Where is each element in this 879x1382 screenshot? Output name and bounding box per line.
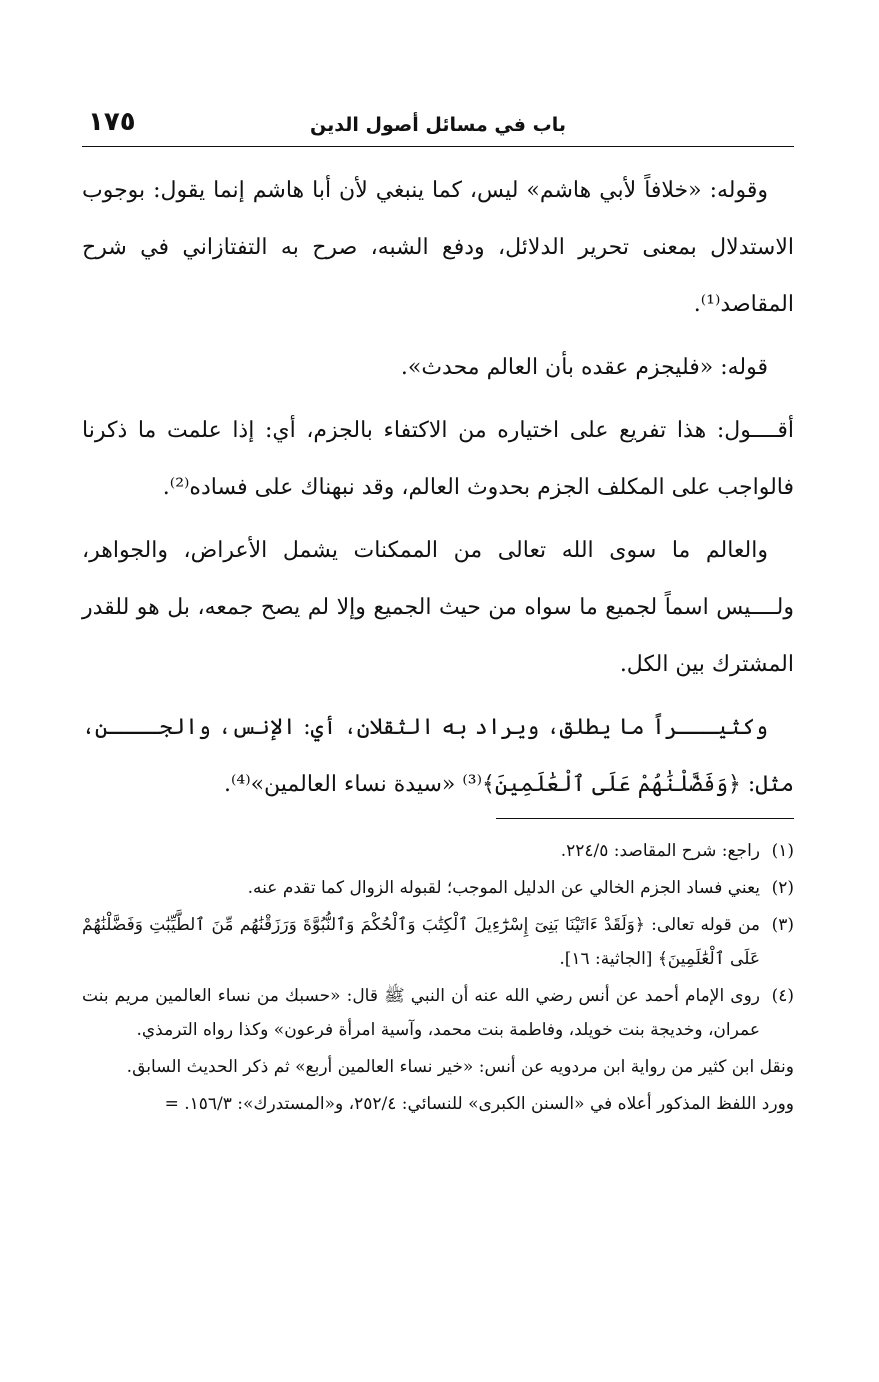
footnote-continuation: ونقل ابن كثير من رواية ابن مردويه عن أنس: «خير نساء العالمين أربع» ثم ذكر الحديث السابق. (126, 1057, 794, 1077)
running-title: باب في مسائل أصول الدين (310, 114, 566, 136)
page-header (82, 100, 794, 146)
footnote-number: (٢) (771, 878, 794, 898)
header-rule (82, 146, 794, 147)
body-paragraph: والعالم ما سوى الله تعالى من الممكنات يشمل الأعراض، والجواهر، ولــــيس اسماً لجميع ما سواه من حيث الجميع وإلا لم يصح جمعه، بل هو للقدر المشترك بين الكل. (82, 538, 794, 677)
footnote-item (82, 871, 794, 905)
body-paragraph: وكثيـــراً ما يطلق، ويراد به الثقلان، أي: الإنس، والجــــن، مثل: ﴿وَفَضَّلْنَٰهُمْ عَلَى ٱلْعَٰلَمِينَ﴾⁽³⁾ «سيدة نساء العالمين»⁽⁴⁾. (82, 715, 794, 797)
footnote-item (82, 834, 794, 868)
footnote-text: يعني فساد الجزم الخالي عن الدليل الموجب؛ لقبوله الزوال كما تقدم عنه. (247, 878, 760, 898)
footnote-item (82, 908, 794, 976)
footnote-number: (٣) (771, 915, 794, 935)
body-paragraph: قوله: «فليجزم عقده بأن العالم محدث». (400, 355, 768, 380)
footnote-number: (٤) (771, 986, 794, 1006)
footnote-text: من قوله تعالى: ﴿وَلَقَدْ ءَاتَيْنَا بَنِىٓ إِسْرَٰٓءِيلَ ٱلْكِتَٰبَ وَٱلْحُكْمَ وَٱلنُّبُوَّةَ وَرَزَقْنَٰهُم مِّنَ ٱلطَّيِّبَٰتِ وَفَضَّلْنَٰهُمْ عَلَى ٱلْعَٰلَمِينَ﴾ [الجاثية: ١٦]. (82, 915, 760, 969)
body-paragraph: وقوله: «خلافاً لأبي هاشم» ليس، كما ينبغي لأن أبا هاشم إنما يقول: بوجوب الاستدلال بمعنى تحرير الدلائل، ودفع الشبه، صرح به التفتازاني في شرح المقاصد⁽¹⁾. (82, 178, 794, 317)
book-page (82, 100, 794, 1300)
footnote-separator (496, 818, 794, 819)
main-text (82, 162, 794, 819)
page-number: ١٧٥ (88, 107, 136, 137)
footnote-text: راجع: شرح المقاصد: ٢٢٤/٥. (560, 841, 760, 861)
footnote-number: (١) (771, 841, 794, 861)
body-paragraph: أقــــول: هذا تفريع على اختياره من الاكتفاء بالجزم، أي: إذا علمت ما ذكرنا فالواجب على المكلف الجزم بحدوث العالم، وقد نبهناك على فساده⁽²⁾. (82, 418, 794, 500)
footnotes (82, 834, 794, 1124)
footnote-text: روى الإمام أحمد عن أنس رضي الله عنه أن النبي ﷺ قال: «حسبك من نساء العالمين مريم بنت عمران، وخديجة بنت خويلد، وفاطمة بنت محمد، وآسية امرأة فرعون» وكذا رواه الترمذي. (82, 986, 760, 1040)
footnote-item (82, 979, 794, 1047)
footnote-continuation: وورد اللفظ المذكور أعلاه في «السنن الكبرى» للنسائي: ٢٥٢/٤، و«المستدرك»: ١٥٦/٣. = (164, 1094, 794, 1114)
